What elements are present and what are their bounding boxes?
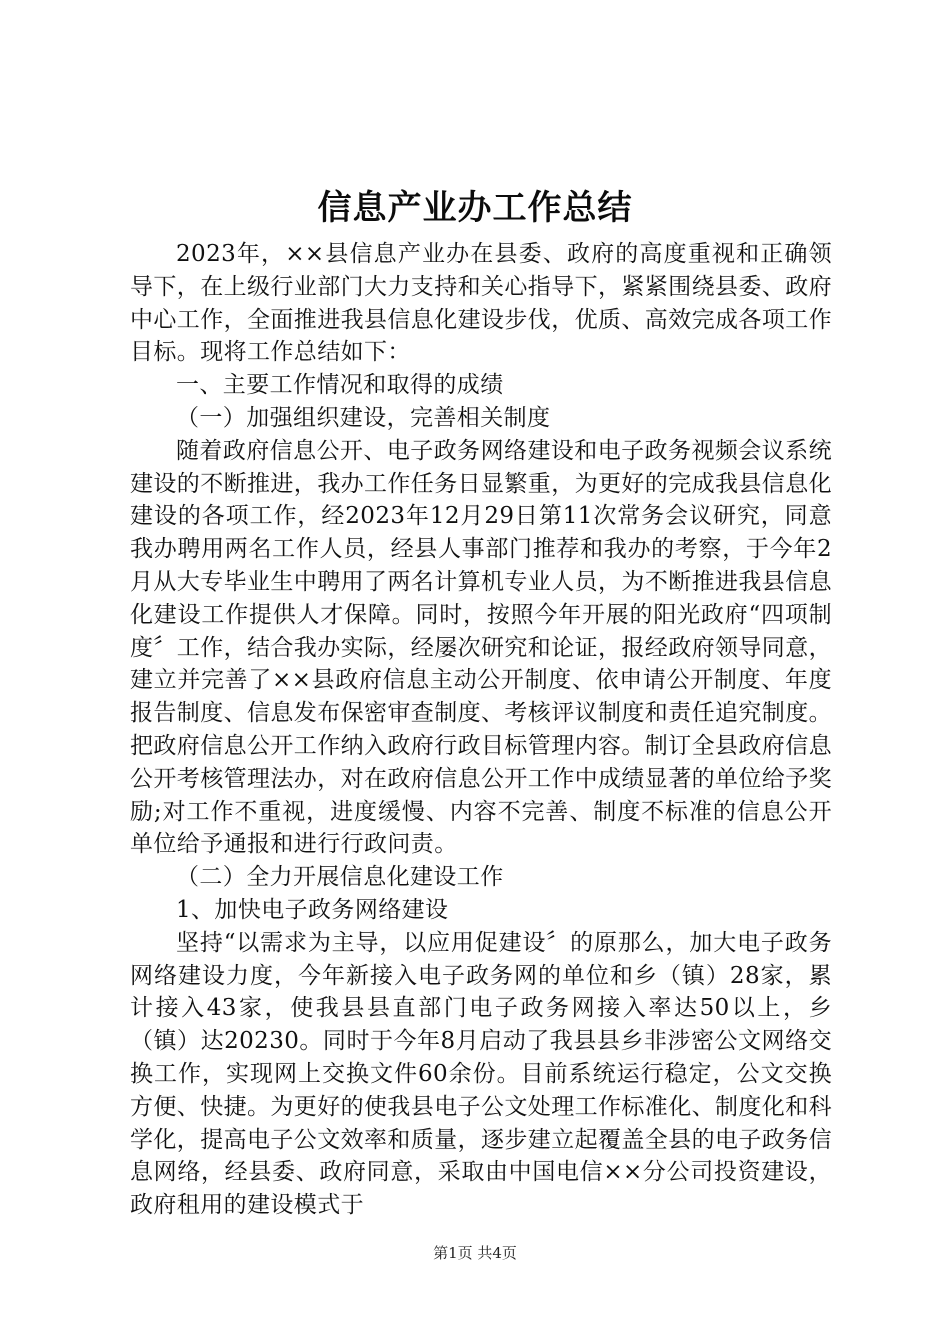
document-title: 信息产业办工作总结 [317,188,633,228]
paragraph-network: 坚持“以需求为主导，以应用促建设〞的原那么，加大电子政务网络建设力度，今年新接入电子政务网的单位和乡（镇）28家，累计接入43家，使我县县直部门电子政务网接入率达50以上，乡（镇）达20230。同时于今年8月启动了我县县乡非涉密公文网络交换工作，实现网上交换文件60余份。目前系统运行稳定，公文交换方便、快捷。为更好的使我县电子公文处理工作标准化、制度化和科学化，提高电子公文效率和质量，逐步建立起覆盖全县的电子政务信息网络，经县委、政府同意，采取由中国电信××分公司投资建设，政府租用的建设模式于 [130,929,832,1219]
subsection-heading-1: （一）加强组织建设，完善相关制度 [176,404,551,431]
paragraph-intro: 2023年，××县信息产业办在县委、政府的高度重视和正确领导下，在上级行业部门大力支持和关心指导下，紧紧围绕县委、政府中心工作，全面推进我县信息化建设步伐，优质、高效完成各项工作目标。现将工作总结如下： [130,241,832,366]
paragraph-organization: 随着政府信息公开、电子政务网络建设和电子政务视频会议系统建设的不断推进，我办工作任务日显繁重，为更好的完成我县信息化建设的各项工作，经2023年12月29日第11次常务会议研究，同意我办聘用两名工作人员，经县人事部门推荐和我办的考察，于今年2月从大专毕业生中聘用了两名计算机专业人员，为不断推进我县信息化建设工作提供人才保障。同时，按照今年开展的阳光政府“四项制度〞工作，结合我办实际，经屡次研究和论证，报经政府领导同意，建立并完善了××县政府信息主动公开制度、依申请公开制度、年度报告制度、信息发布保密审查制度、考核评议制度和责任追究制度。把政府信息公开工作纳入政府行政目标管理内容。制订全县政府信息公开考核管理法办，对在政府信息公开工作中成绩显著的单位给予奖励;对工作不重视，进度缓慢、内容不完善、制度不标准的信息公开单位给予通报和进行行政问责。 [130,437,832,858]
subsection-heading-2: （二）全力开展信息化建设工作 [176,864,504,891]
item-heading-1: 1、加快电子政务网络建设 [176,896,449,923]
document-body [130,238,832,1222]
page-footer: 第1页 共4页 [433,1244,517,1262]
section-heading-1: 一、主要工作情况和取得的成绩 [176,372,504,399]
